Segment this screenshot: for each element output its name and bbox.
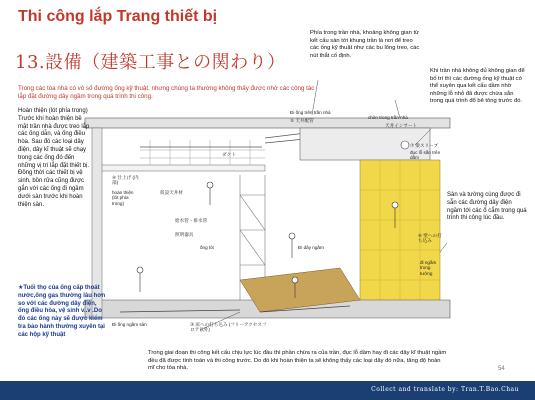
tag-lighting: 照明器具 [175,232,194,237]
ceiling-space-note: Phía trong trần nhà, khoảng không gian từ kết cấu sàn tới khung trần là nơi để treo các ống kỹ thuật như các bu lông treo, các nút thắt cố định. [310,30,420,59]
tag-wiring: Đi dây ngầm [298,245,324,250]
tag-ceiling-pipe: ⑤ 天井配管 [290,118,314,123]
left-note-lifespan: ★Tuổi thọ của ống cấp thoát nước,ống gas thường lâu hơn so với các đường dây điện, ống điều hòa, vệ sinh v..v .Do đó các ống này sẽ được kiểm tra bảo hành thường xuyên tại các hộp kỹ thuật [18,285,106,338]
tag-conduit: ống lót [200,245,214,250]
ceiling-grid [140,140,265,165]
tag-supply-drain: 給水管・排水管 [175,218,208,223]
tag-beam-sleeve: ⑦ 梁スリーブ [410,143,439,148]
beam-sleeve-note: Khi trần nhà không đủ không gian để bố trí thì các đường ống kỹ thuật có thể xuyên qua kết cấu dầm nhờ những lỗ nhỏ đã được chừa sẵn trong quá trình đổ bê tông trước đó. [430,68,525,105]
tag-floor-plumbing-vi: Đi ống ngầm sàn [112,322,147,327]
tag-ceiling-wiring: Đi ống trên trần nhà [290,110,331,115]
tag-floor-plumbing: ③ 床への打ち込み (フリーアクセスフロア以外) [190,322,267,333]
tag-ceiling-insert-vi: chèn trong trần nhà [368,115,408,120]
slide-title: Thi công lắp Trang thiết bị [18,8,218,25]
footer-credit: Collect and translate by: Tran.T.Bao.Chau [371,386,519,393]
tag-finish-inner: ④ 仕上げ (内部) [112,175,139,186]
japanese-title: 13.設備（建築工事との関わり） [15,52,286,73]
beam-sleeve [401,141,409,149]
tag-wall-box: ⑥ 壁への打ち込み [418,233,442,244]
ceiling-frame-left [95,165,265,171]
tag-temp-ceiling: 仮設天井材 [160,190,183,195]
tag-ceiling-insert: 天井インサート [385,123,418,128]
page-number: 54 [498,366,505,372]
intro-text: Trong các tòa nhà có vô số đường ống kỹ thuật, nhưng chúng ta thường không thấy được nhờ các công tác lắp đặt đường dây ngầm trong quá trình thi công. [18,85,315,101]
left-note: Hoàn thiện (lót phía trong) Trước khi hoàn thiện bề mặt trần nhà được treo lắp các ống dẫn, và ống điều hòa. Sau đó các loại dây điện, dây kĩ thuật sẽ chạy trong các ống đó đến những vị trí lắp đặt thiết bị. Đồng thời các thiết bị vệ sinh, bồn rửa cũng được gắn với các ống đi ngầm dưới sàn trước khi hoàn thiện sàn. [18,108,90,208]
tag-wall-box-vi: đi ngầm trong tường [420,260,437,276]
wall-wiring-note: Sàn và tường cùng được đi sẵn các đường dây điện ngầm tới các ổ cắm trong quá trình thi công lúc đầu. [447,192,527,222]
tag-duct: ダクト [222,152,236,157]
bottom-note: Trong giai đoạn thi công kết cấu chịu lực lúc đầu thì phần chừa ra của trần, đục lỗ dầm hay đi các dây kĩ thuật ngầm đều đã được tính toán và thi công trước. Do đó khi hoàn thiện ta sẽ không thấy các loại dây đó nữa, tăng độ hoàn mĩ cho tòa nhà. [148,350,447,372]
tag-beam-sleeve-vi: đục lỗ sẵn trên dầm [410,150,441,161]
tag-finish-inner-vi: hoàn thiện (lót phía trong) [112,190,134,206]
